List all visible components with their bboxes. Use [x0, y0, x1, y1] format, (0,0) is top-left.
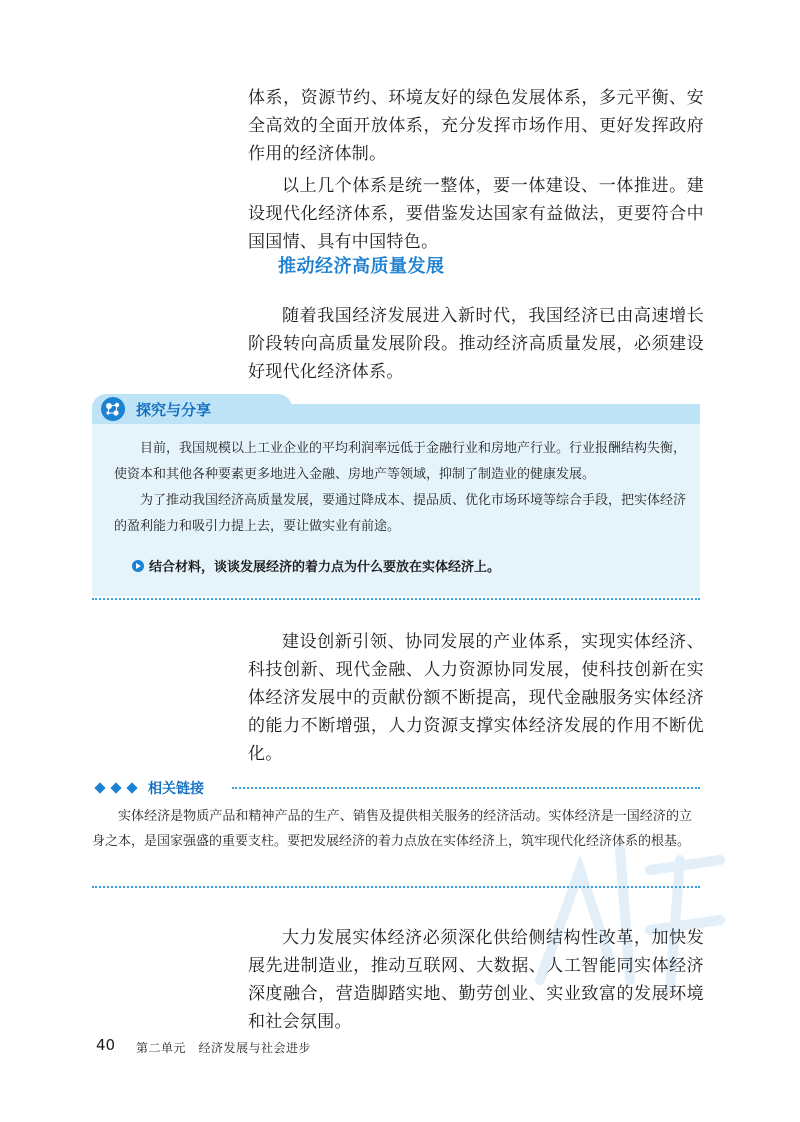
middle-text-block: [248, 628, 704, 768]
page-number: 40: [96, 1036, 116, 1054]
diamond-icon: [110, 782, 121, 793]
bottom-text-block: [248, 924, 704, 1036]
section-title: 推动经济高质量发展: [278, 256, 445, 277]
paragraph-real-economy: 大力发展实体经济必须深化供给侧结构性改革，加快发展先进制造业，推动互联网、大数据、人工智能同实体经济深度融合，营造脚踏实地、勤劳创业、实业致富的发展环境和社会氛围。: [248, 928, 704, 1032]
related-link-top-divider: [232, 787, 700, 789]
paragraph-new-era: 随着我国经济发展进入新时代，我国经济已由高速增长阶段转向高质量发展阶段。推动经济高质量发展，必须建设好现代化经济体系。: [248, 306, 704, 382]
related-link-title: 相关链接: [148, 781, 204, 797]
related-link-header: [96, 778, 204, 798]
explore-paragraph: 目前，我国规模以上工业企业的平均利润率远低于金融行业和房地产行业。行业报酬结构失衡，使资本和其他各种要素更多地进入金融、房地产等领域，抑制了制造业的健康发展。: [114, 441, 687, 482]
diamond-icon: [126, 782, 137, 793]
explore-tab: [92, 394, 292, 424]
play-bullet-icon: [132, 560, 144, 572]
related-link-text: 实体经济是物质产品和精神产品的生产、销售及提供相关服务的经济活动。实体经济是一国经济的立身之本，是国家强盛的重要支柱。要把发展经济的着力点放在实体经济上，筑牢现代化经济体系的根基。: [92, 809, 692, 849]
related-link-body: [92, 804, 692, 854]
molecule-icon: [100, 396, 126, 422]
explore-share-box: [92, 394, 700, 598]
footer-unit-title: 第二单元 经济发展与社会进步: [136, 1041, 312, 1055]
explore-paragraph: 为了推动我国经济高质量发展，要通过降成本、提品质、优化市场环境等综合手段，把实体经济的盈利能力和吸引力提上去，要让做实业有前途。: [114, 493, 687, 534]
top-text-block: [248, 84, 704, 256]
explore-question: [132, 556, 500, 575]
related-link-bottom-divider: [92, 886, 700, 888]
diamond-icon: [94, 782, 105, 793]
explore-title: 探究与分享: [136, 401, 212, 419]
explore-body: [114, 436, 686, 540]
explore-bottom-divider: [92, 598, 700, 600]
paragraph-industry-system: 建设创新引领、协同发展的产业体系，实现实体经济、科技创新、现代金融、人力资源协同发展，使科技创新在实体经济发展中的贡献份额不断提高，现代金融服务实体经济的能力不断增强，人力资源支撑实体经济发展的作用不断优化。: [248, 632, 704, 764]
paragraph-unified-system: 以上几个体系是统一整体，要一体建设、一体推进。建设现代化经济体系，要借鉴发达国家有益做法，更要符合中国国情、具有中国特色。: [248, 176, 704, 252]
explore-question-text: 结合材料，谈谈发展经济的着力点为什么要放在实体经济上。: [149, 560, 501, 575]
section-text-block: [248, 302, 704, 386]
paragraph-continuation: 体系，资源节约、环境友好的绿色发展体系，多元平衡、安全高效的全面开放体系，充分发挥市场作用、更好发挥政府作用的经济体制。: [248, 88, 704, 164]
